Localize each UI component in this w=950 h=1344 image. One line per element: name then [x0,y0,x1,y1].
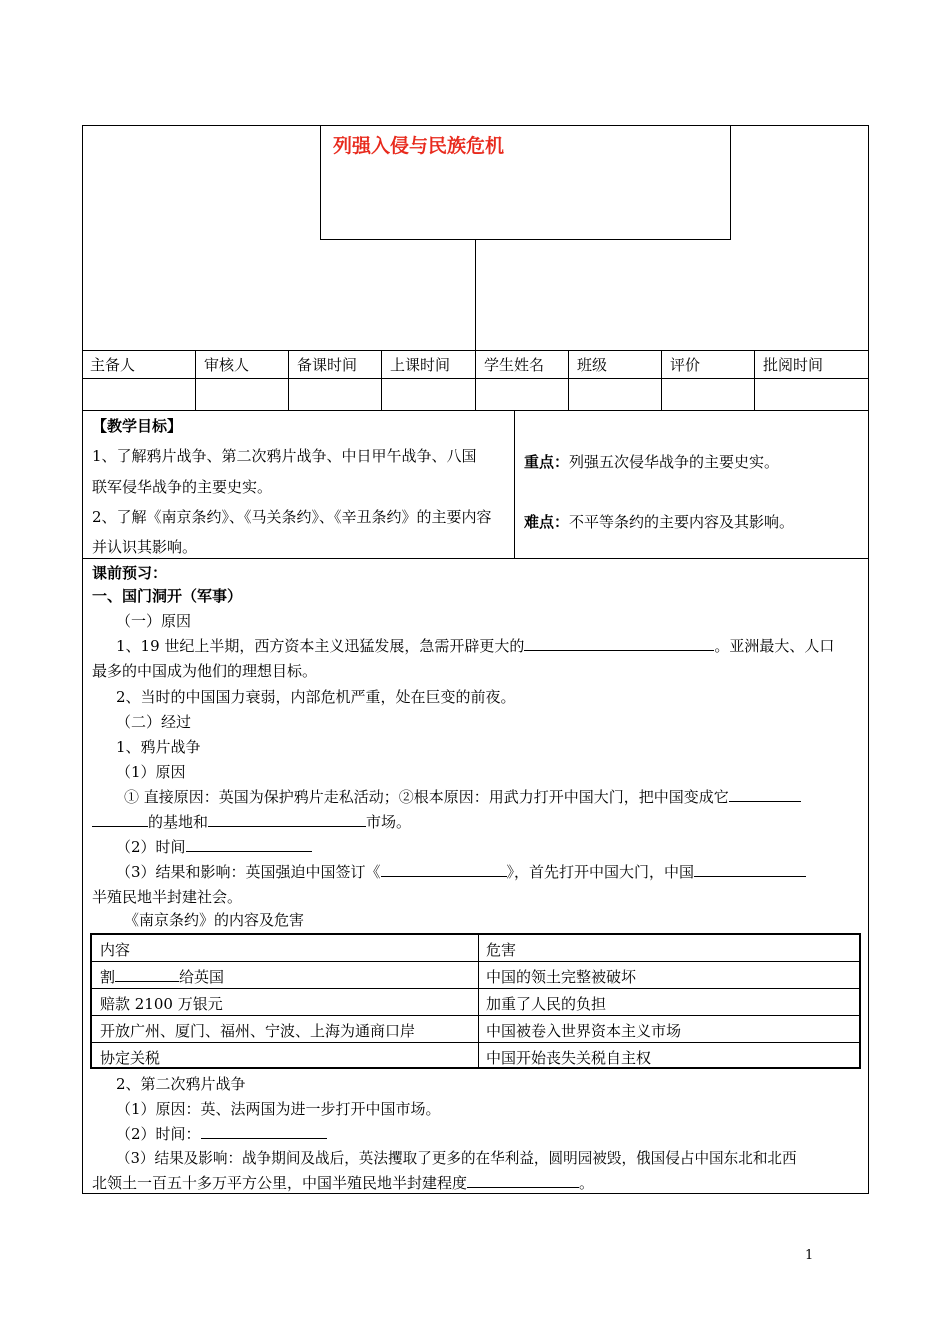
table-cell-harm: 加重了人民的负担 [486,995,607,1013]
header-row-bottom [82,410,869,411]
fill-blank[interactable] [115,967,179,982]
header-label-evaluation: 评价 [670,356,701,374]
header-label-class-time: 上课时间 [390,356,451,374]
war-1-time-label: （2）时间 [116,838,186,856]
goal-2-line-a: 2、了解《南京条约》、《马关条约》、《辛丑条约》的主要内容 [92,508,492,526]
war-2-result-a: （3）结果及影响：战争期间及战后，英法攫取了更多的在华利益，圆明园被毁，俄国侵占中国东北和北西 [116,1150,797,1167]
section-1-heading: 一、国门洞开（军事） [92,587,243,605]
war-2-result-b-end: 。 [579,1174,595,1192]
table-row [92,1016,859,1043]
table-header-content: 内容 [100,941,131,959]
preview-heading: 课前预习： [92,564,168,582]
col-divider [381,350,382,410]
key-point [524,452,779,472]
war-2-result-b-text: 北领土一百五十多万平方公里，中国半殖民地半封建程度 [92,1174,468,1192]
war-2-reason: （1）原因：英、法两国为进一步打开中国市场。 [116,1100,441,1118]
table-cell-content [100,966,224,987]
table-cell-content: 协定关税 [100,1049,161,1067]
war-1-reason-heading: （1）原因 [116,763,186,781]
table-cell-content: 开放广州、厦门、福州、宁波、上海为通商口岸 [100,1022,416,1040]
fill-blank[interactable] [381,862,507,877]
war-2-result-b [92,1173,594,1193]
war-1-reason-b-mid: 的基地和 [148,813,209,831]
paragraph-1a-text: 1、19 世纪上半期，西方资本主义迅猛发展，急需开辟更大的 [116,637,525,655]
table-cell-text: 给英国 [179,968,225,986]
fill-blank[interactable] [694,862,806,877]
col-divider [568,350,569,410]
table-header-harm: 危害 [486,941,517,959]
fill-blank[interactable] [92,812,148,827]
difficult-point-label: 难点： [524,513,570,531]
goals-divider [514,410,515,558]
table-cell-harm: 中国的领土完整被破坏 [486,968,637,986]
paragraph-1a [116,636,834,656]
page-title: 列强入侵与民族危机 [333,135,505,157]
table-row [92,989,859,1016]
table-cell-harm: 中国被卷入世界资本主义市场 [486,1022,682,1040]
war-1-result-b: 半殖民地半封建社会。 [92,888,243,906]
war-1-result-a-text: （3）结果和影响：英国强迫中国签订《 [116,863,381,881]
war-1-reason-a [124,787,801,807]
key-point-label: 重点： [524,453,570,471]
fill-blank[interactable] [186,837,312,852]
table-caption: 《南京条约》的内容及危害 [124,911,305,929]
key-point-text: 列强五次侵华战争的主要史实。 [569,453,780,471]
fill-blank[interactable] [524,636,714,651]
paragraph-1b: 最多的中国成为他们的理想目标。 [92,662,318,680]
war-1-reason-b [92,812,411,832]
war-1-reason-b-end: 市场。 [366,813,412,831]
header-label-review-time: 批阅时间 [763,356,824,374]
war-2-heading: 2、第二次鸦片战争 [116,1075,246,1093]
header-label-class: 班级 [577,356,608,374]
col-divider [661,350,662,410]
col-divider [288,350,289,410]
paragraph-2: 2、当时的中国国力衰弱，内部危机严重，处在巨变的前夜。 [116,688,516,706]
goals-bottom-line [82,558,869,559]
war-2-time-label: （2）时间： [116,1125,201,1143]
goals-heading: 【教学目标】 [92,417,183,435]
header-label-student-name: 学生姓名 [484,356,545,374]
header-label-reviewer: 审核人 [204,356,250,374]
subsection-reason: （一）原因 [116,612,192,630]
table-cell-text: 割 [100,968,116,986]
war-1-result-a-mid: 》，首先打开中国大门，中国 [506,863,695,881]
col-divider [195,350,196,410]
war-1-reason-a-text: ① 直接原因：英国为保护鸦片走私活动；②根本原因：用武力打开中国大门，把中国变成它 [124,788,729,806]
war-1-heading: 1、鸦片战争 [116,738,201,756]
difficult-point [524,512,794,532]
header-label-preparer: 主备人 [90,356,136,374]
table-cell-content: 赔款 2100 万银元 [100,995,223,1013]
war-2-time [116,1124,327,1144]
table-row [92,962,859,989]
table-header-row [92,935,859,962]
treaty-table [90,933,861,1069]
goal-2-line-b: 并认识其影响。 [92,538,198,556]
col-divider [754,350,755,410]
fill-blank[interactable] [729,787,801,802]
fill-blank[interactable] [201,1124,327,1139]
table-row [92,1043,859,1070]
war-1-time [116,837,312,857]
page-number: 1 [805,1248,814,1263]
war-1-result-a [116,862,806,882]
fill-blank[interactable] [467,1173,579,1188]
difficult-point-text: 不平等条约的主要内容及其影响。 [569,513,795,531]
paragraph-1a-end: 。亚洲最大、人口 [714,637,835,655]
goal-1-line-a: 1、了解鸦片战争、第二次鸦片战争、中日甲午战争、八国 [92,447,477,465]
fill-blank[interactable] [208,812,366,827]
col-divider [475,350,476,410]
subsection-process: （二）经过 [116,713,192,731]
header-label-prep-time: 备课时间 [297,356,358,374]
table-cell-harm: 中国开始丧失关税自主权 [486,1049,652,1067]
goal-1-line-b: 联军侵华战争的主要史实。 [92,478,273,496]
upper-divider [475,240,476,350]
